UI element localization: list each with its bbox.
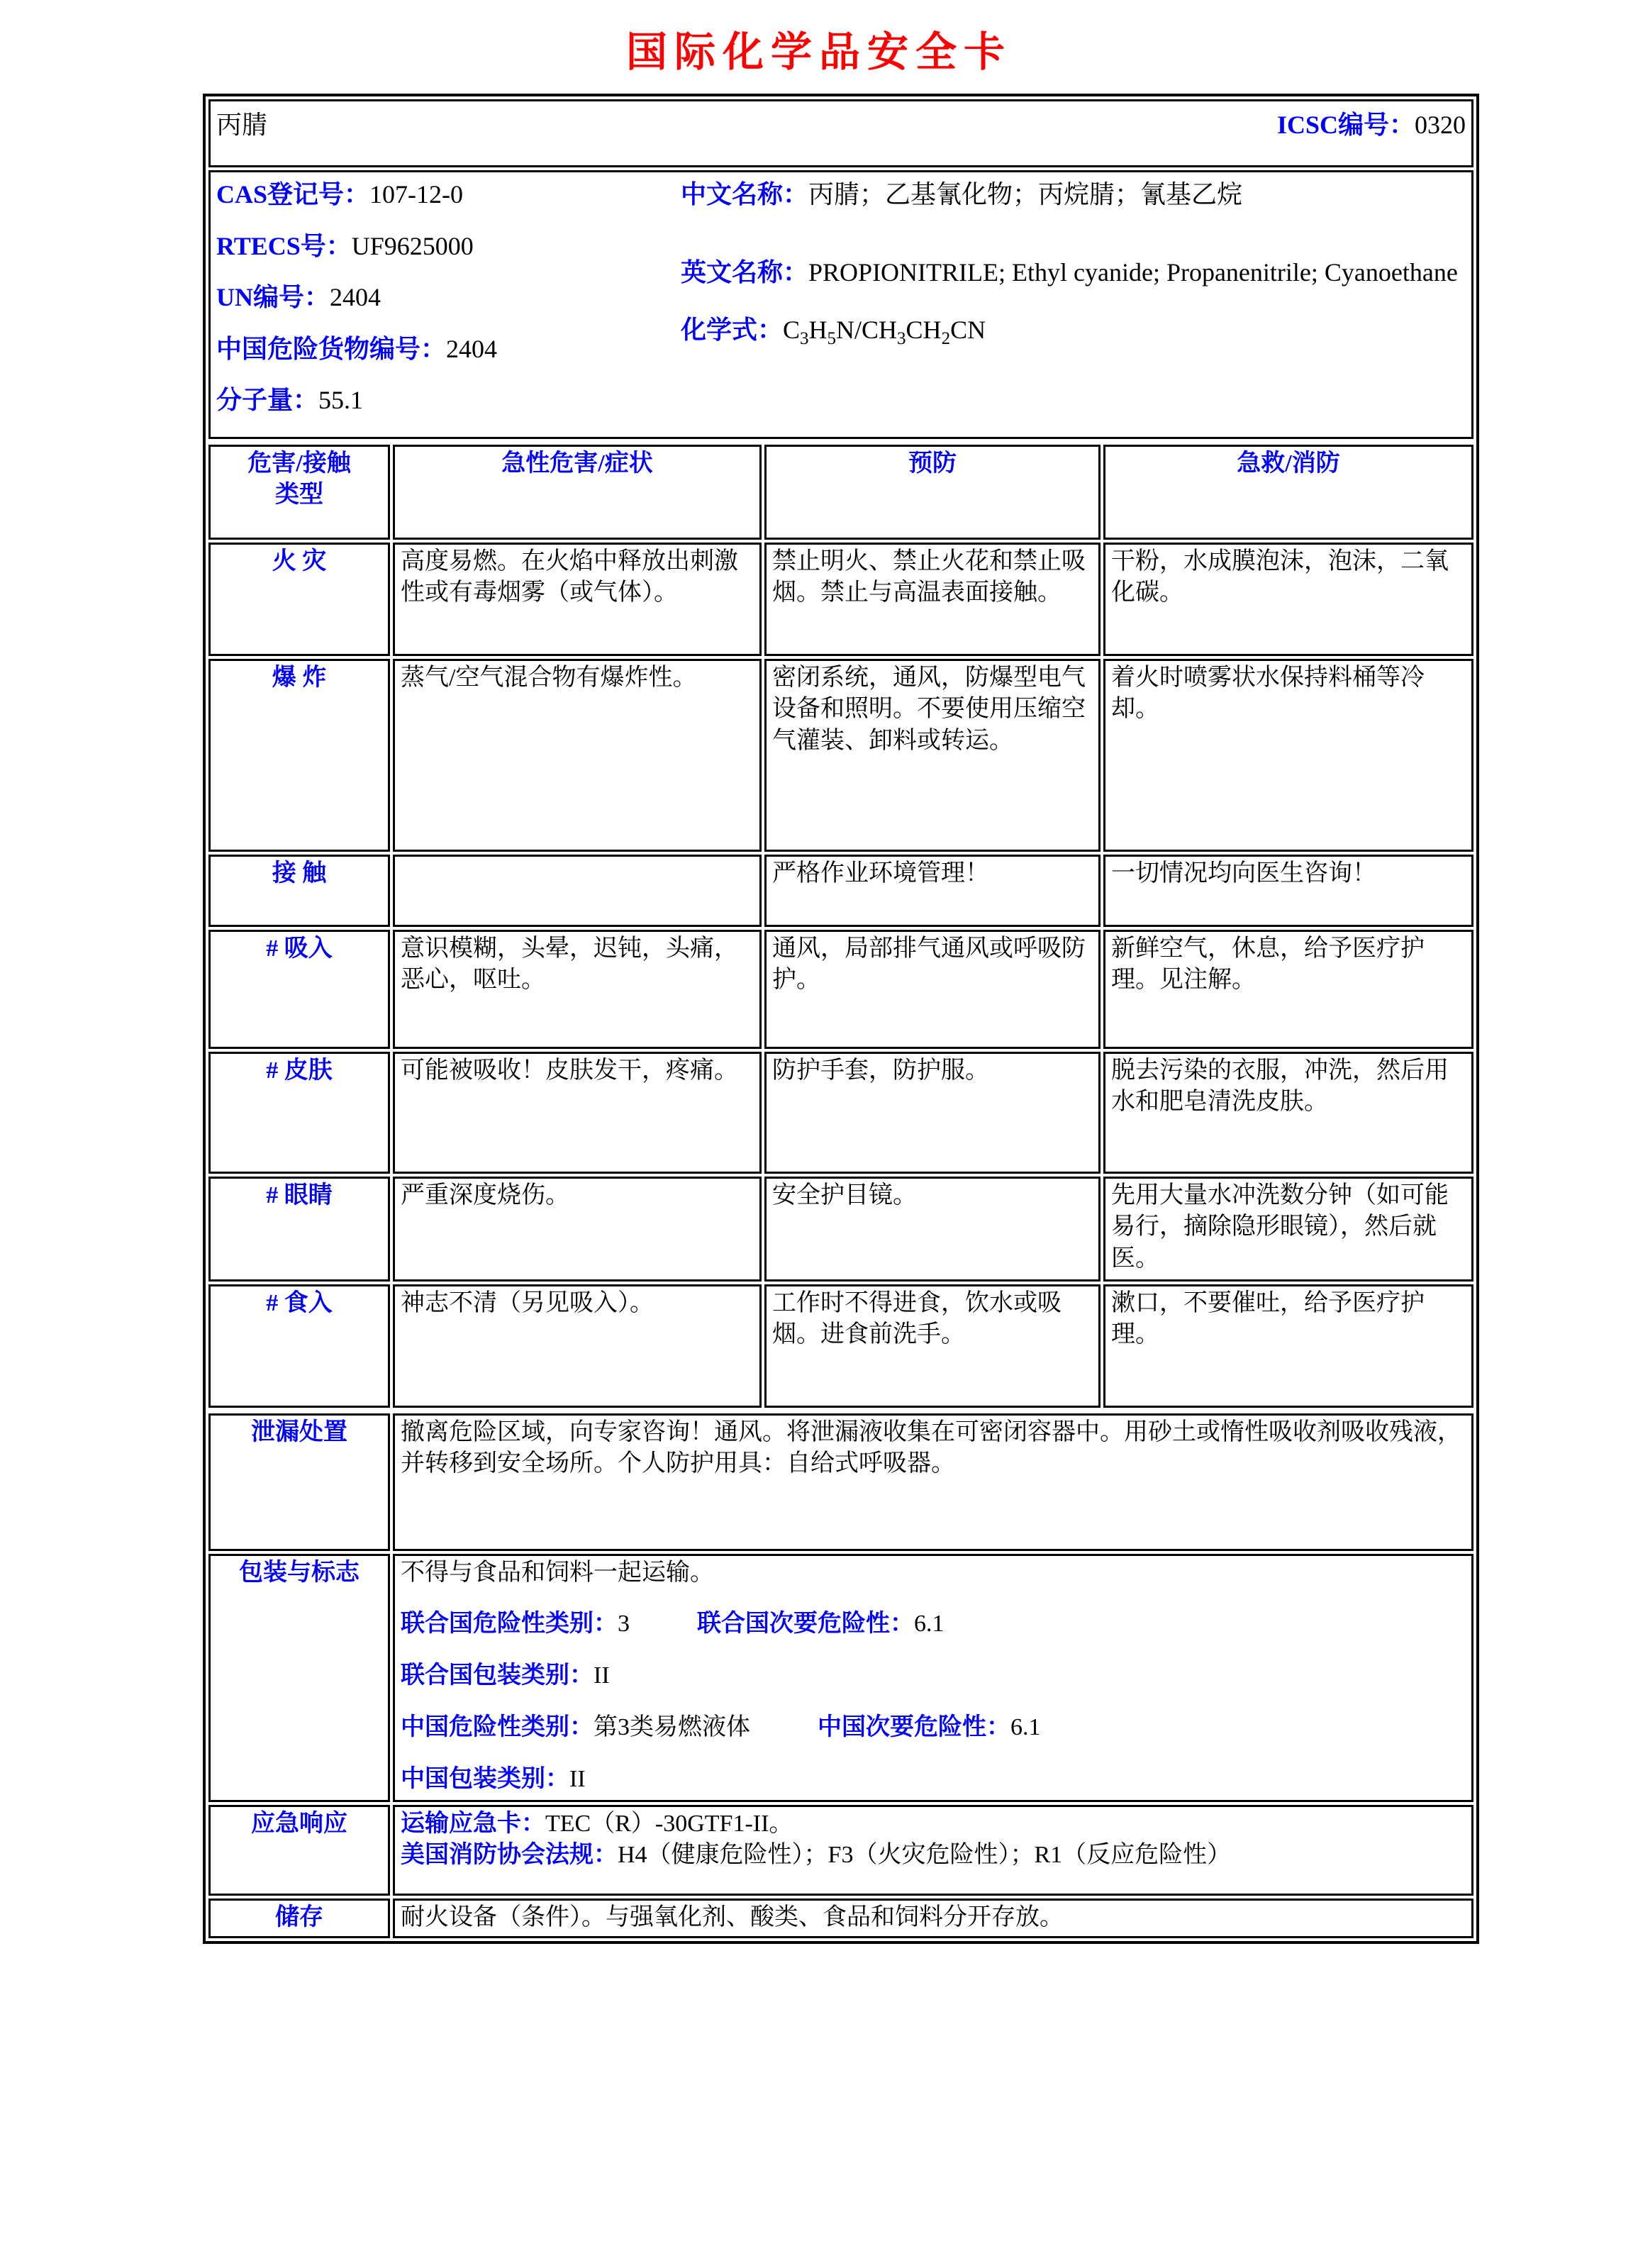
firstaid-cell: 一切情况均向医生咨询！ — [1103, 855, 1473, 927]
col-type-header-line1: 危害/接触 — [247, 450, 351, 477]
cn-hazard-line — [401, 1712, 1466, 1744]
hazard-header-row — [208, 445, 1473, 540]
cn-packing-group-line — [401, 1764, 1466, 1796]
firstaid-cell: 脱去污染的衣服，冲洗，然后用水和肥皂清洗皮肤。 — [1103, 1052, 1473, 1174]
cas-field — [216, 178, 681, 212]
hazard-type: # 吸入 — [208, 930, 390, 1049]
un-packing-group-label: 联合国包装类别： — [401, 1662, 594, 1689]
nfpa-value: H4（健康危险性）；F3（火灾危险性）；R1（反应危险性） — [618, 1842, 1232, 1869]
nfpa-label: 美国消防协会法规： — [401, 1842, 618, 1869]
page-title: 国际化学品安全卡 — [625, 29, 1012, 75]
hazard-row-skin — [208, 1052, 1473, 1174]
molecular-weight-label: 分子量： — [216, 386, 319, 415]
packaging-content — [393, 1554, 1473, 1802]
prevention-cell: 密闭系统，通风，防爆型电气设备和照明。不要使用压缩空气灌装、卸料或转运。 — [764, 659, 1101, 852]
un-subsidiary-risk-label: 联合国次要危险性： — [697, 1611, 914, 1638]
rtecs-value: UF9625000 — [351, 231, 474, 260]
firstaid-cell: 漱口，不要催吐，给予医疗护理。 — [1103, 1284, 1473, 1408]
packaging-label: 包装与标志 — [208, 1554, 390, 1802]
management-table — [206, 1411, 1476, 1941]
formula-segment: C — [783, 316, 801, 345]
prevention-cell: 工作时不得进食，饮水或吸烟。进食前洗手。 — [764, 1284, 1101, 1408]
symptoms-cell: 高度易燃。在火焰中释放出刺激性或有毒烟雾（或气体）。 — [393, 543, 762, 656]
prevention-cell: 安全护目镜。 — [764, 1177, 1101, 1282]
hazard-type: 火 灾 — [208, 543, 390, 656]
hazard-type: # 食入 — [208, 1284, 390, 1408]
name-row — [208, 99, 1473, 167]
english-name-field — [681, 256, 1466, 290]
formula-subscript: 5 — [827, 329, 837, 349]
hazard-type: 接 触 — [208, 855, 390, 927]
cn-packing-group-label: 中国包装类别： — [401, 1766, 569, 1793]
prevention-cell: 通风，局部排气通风或呼吸防护。 — [764, 930, 1101, 1049]
prevention-cell: 防护手套，防护服。 — [764, 1052, 1101, 1174]
un-hazard-class-value: 3 — [618, 1611, 630, 1638]
chinese-name-value: 丙腈；乙基氰化物；丙烷腈；氰基乙烷 — [808, 180, 1243, 209]
cn-subsidiary-risk-value: 6.1 — [1010, 1714, 1041, 1741]
formula-segment: CH — [906, 316, 942, 345]
firstaid-cell: 着火时喷雾状水保持料桶等冷却。 — [1103, 659, 1473, 852]
un-packing-group-line — [401, 1660, 1466, 1692]
nfpa-line — [401, 1840, 1466, 1872]
hazard-row-explosion — [208, 659, 1473, 852]
un-hazard-line — [401, 1608, 1466, 1640]
spill-row — [208, 1413, 1473, 1551]
spill-content: 撤离危险区域，向专家咨询！通风。将泄漏液收集在可密闭容器中。用砂土或惰性吸收剂吸收残液，并转移到安全场所。个人防护用具：自给式呼吸器。 — [393, 1413, 1473, 1551]
formula-subscript: 3 — [800, 329, 809, 349]
hazard-row-ingestion — [208, 1284, 1473, 1408]
chinese-name-label: 中文名称： — [681, 180, 809, 209]
cn-dg-number-label: 中国危险货物编号： — [216, 334, 447, 363]
symptoms-cell: 严重深度烧伤。 — [393, 1177, 762, 1282]
icsc-label: ICSC编号： — [1276, 111, 1415, 139]
symptoms-cell: 蒸气/空气混合物有爆炸性。 — [393, 659, 762, 852]
cn-dg-number-value: 2404 — [446, 334, 498, 363]
formula-subscript: 2 — [941, 329, 951, 349]
formula-segment: CN — [950, 316, 986, 345]
emergency-row — [208, 1805, 1473, 1896]
cn-hazard-class-label: 中国危险性类别： — [401, 1714, 594, 1741]
icsc-number-block — [1277, 109, 1466, 143]
col-firstaid-header: 急救/消防 — [1103, 445, 1473, 540]
identifiers-left-column — [216, 178, 681, 435]
hazard-row-inhalation — [208, 930, 1473, 1049]
identifiers-row — [208, 170, 1473, 439]
packaging-row — [208, 1554, 1473, 1802]
icsc-number: 0320 — [1415, 111, 1466, 139]
hazard-type: 爆 炸 — [208, 659, 390, 852]
formula-segment: N/CH — [836, 316, 898, 345]
identifiers-right-column — [681, 178, 1466, 435]
formula-field — [681, 313, 1466, 350]
cn-dg-number-field — [216, 333, 681, 367]
rtecs-label: RTECS号： — [216, 231, 352, 260]
col-symptoms-header: 急性危害/症状 — [393, 445, 762, 540]
symptoms-cell: 神志不清（另见吸入）。 — [393, 1284, 762, 1408]
prevention-cell: 严格作业环境管理！ — [764, 855, 1101, 927]
transport-card-label: 运输应急卡： — [401, 1810, 545, 1837]
card-top-table — [206, 96, 1476, 442]
un-hazard-class-label: 联合国危险性类别： — [401, 1611, 618, 1638]
firstaid-cell: 新鲜空气，休息，给予医疗护理。见注解。 — [1103, 930, 1473, 1049]
un-packing-group-value: II — [594, 1662, 610, 1689]
prevention-cell: 禁止明火、禁止火花和禁止吸烟。禁止与高温表面接触。 — [764, 543, 1101, 656]
symptoms-cell: 可能被吸收！皮肤发干，疼痛。 — [393, 1052, 762, 1174]
hazard-row-exposure — [208, 855, 1473, 927]
storage-label: 储存 — [208, 1899, 390, 1938]
col-type-header-line2: 类型 — [275, 482, 323, 508]
col-type-header — [208, 445, 390, 540]
transport-card-line — [401, 1808, 1466, 1840]
hazard-type: # 眼睛 — [208, 1177, 390, 1282]
un-subsidiary-risk-value: 6.1 — [914, 1611, 945, 1638]
hazard-row-eyes — [208, 1177, 1473, 1282]
cn-subsidiary-risk-label: 中国次要危险性： — [818, 1714, 1010, 1741]
formula-label: 化学式： — [681, 316, 784, 345]
cas-label: CAS登记号： — [216, 180, 370, 209]
molecular-weight-value: 55.1 — [318, 386, 364, 415]
hazard-row-fire — [208, 543, 1473, 656]
english-name-value: PROPIONITRILE; Ethyl cyanide; Propanenitrile; Cyanoethane — [808, 257, 1458, 287]
un-number-value: 2404 — [330, 283, 381, 312]
safety-card — [203, 94, 1479, 1944]
formula-value — [783, 316, 986, 349]
un-number-field — [216, 281, 681, 315]
chinese-name-field — [681, 178, 1466, 212]
transport-card-value: TEC（R）-30GTF1-II。 — [545, 1810, 793, 1837]
symptoms-cell — [393, 855, 762, 927]
un-number-label: UN编号： — [216, 283, 330, 312]
storage-content: 耐火设备（条件）。与强氧化剂、酸类、食品和饲料分开存放。 — [393, 1899, 1473, 1938]
rtecs-field — [216, 230, 681, 264]
firstaid-cell: 干粉，水成膜泡沫，泡沫，二氧化碳。 — [1103, 543, 1473, 656]
english-name-label: 英文名称： — [681, 257, 809, 287]
hazard-table — [206, 442, 1476, 1411]
cn-packing-group-value: II — [569, 1766, 586, 1793]
spill-label: 泄漏处置 — [208, 1413, 390, 1551]
packaging-transport-note: 不得与食品和饲料一起运输。 — [401, 1559, 714, 1586]
emergency-label: 应急响应 — [208, 1805, 390, 1896]
formula-subscript: 3 — [897, 329, 906, 349]
symptoms-cell: 意识模糊，头晕，迟钝，头痛，恶心，呕吐。 — [393, 930, 762, 1049]
emergency-content — [393, 1805, 1473, 1896]
cn-hazard-class-value: 第3类易燃液体 — [594, 1714, 750, 1741]
cas-value: 107-12-0 — [369, 180, 464, 209]
formula-segment: H — [808, 316, 828, 345]
hazard-type: # 皮肤 — [208, 1052, 390, 1174]
storage-row — [208, 1899, 1473, 1938]
chemical-name: 丙腈 — [216, 111, 268, 139]
col-prevention-header: 预防 — [764, 445, 1101, 540]
firstaid-cell: 先用大量水冲洗数分钟（如可能易行，摘除隐形眼镜），然后就医。 — [1103, 1177, 1473, 1282]
molecular-weight-field — [216, 384, 681, 418]
